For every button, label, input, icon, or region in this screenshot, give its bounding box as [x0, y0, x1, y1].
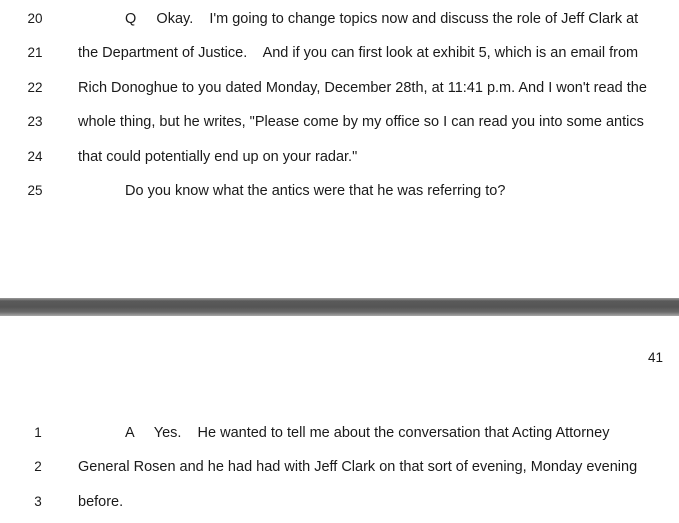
- transcript-line: [0, 181, 679, 201]
- line-text: that could potentially end up on your radar.": [78, 149, 358, 165]
- transcript-line: [0, 423, 679, 443]
- transcript-line: [0, 78, 679, 98]
- line-text: General Rosen and he had had with Jeff Clark on that sort of evening, Monday evening: [78, 459, 638, 475]
- transcript-line: [0, 9, 679, 29]
- line-text: before.: [78, 494, 124, 510]
- transcript-line: [0, 457, 679, 477]
- page-divider: [0, 298, 679, 316]
- line-number: 3: [34, 494, 42, 509]
- line-text: Rich Donoghue to you dated Monday, December 28th, at 11:41 p.m. And I won't read the: [78, 80, 647, 96]
- transcript-line: [0, 147, 679, 167]
- line-number: 1: [34, 425, 42, 440]
- line-text: Q Okay. I'm going to change topics now and discuss the role of Jeff Clark at: [125, 11, 639, 27]
- transcript-line: [0, 43, 679, 63]
- line-text: whole thing, but he writes, "Please come by my office so I can read you into some antics: [78, 114, 644, 130]
- line-text: Do you know what the antics were that he was referring to?: [125, 183, 506, 199]
- line-number: 25: [27, 183, 43, 198]
- line-number: 21: [27, 45, 43, 60]
- line-text: A Yes. He wanted to tell me about the conversation that Acting Attorney: [125, 425, 610, 441]
- line-number: 20: [27, 11, 43, 26]
- transcript-line: [0, 492, 679, 512]
- line-number: 22: [27, 80, 43, 95]
- line-number: 23: [27, 114, 43, 129]
- page-number: 41: [647, 350, 663, 365]
- transcript-line: [0, 112, 679, 132]
- line-text: the Department of Justice. And if you can first look at exhibit 5, which is an email from: [78, 45, 639, 61]
- line-number: 24: [27, 149, 43, 164]
- line-number: 2: [34, 459, 42, 474]
